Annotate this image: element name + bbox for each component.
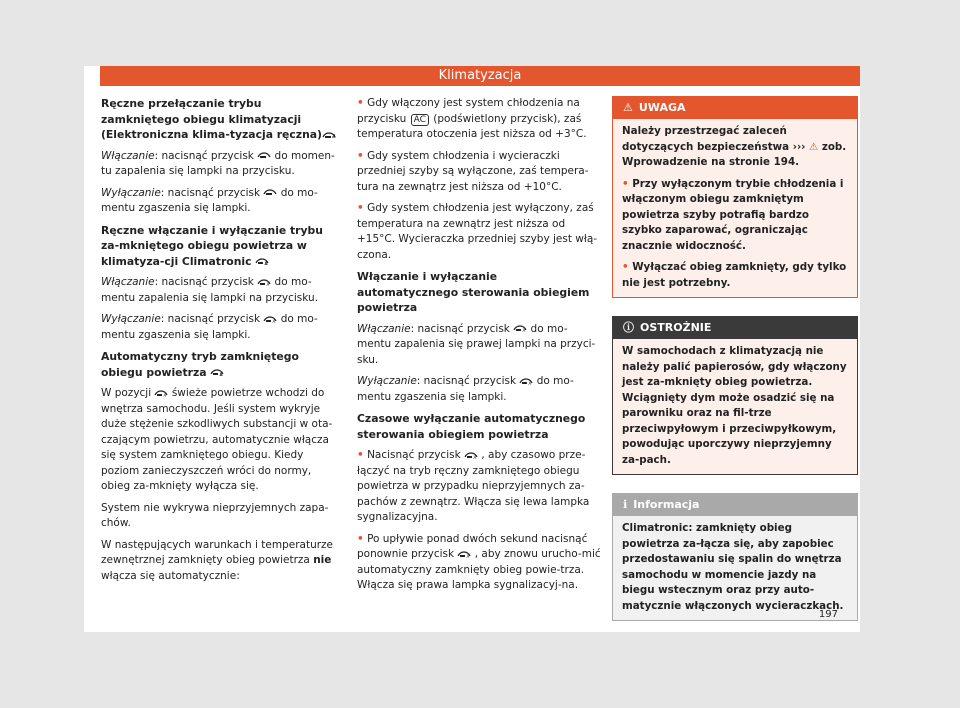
column-right (612, 96, 858, 639)
svg-text:A: A (163, 392, 167, 397)
recirculation-icon (257, 152, 271, 159)
warning-box (612, 96, 858, 298)
heading-manual-recirculation: Ręczne przełączanie trybu zamkniętego obiegu klimatyzacji (Elektroniczna klima-tyzacja ręczna) (101, 96, 341, 143)
auto-recirculation-icon (464, 452, 478, 459)
auto-recirculation-icon (257, 279, 271, 286)
info-header: ℹ Informacja (613, 494, 857, 516)
auto-recirculation-icon (513, 325, 527, 332)
list-item: • Przy wyłączonym trybie chłodzenia i włączonym obiegu zamkniętym powietrza szyby potrafią bardzo szybko zaparować, ograniczając znacznie widoczność. (622, 177, 844, 252)
paragraph-on-climatronic: Włączanie: nacisnąć przycisk A do mo-mentu zapalenia się lampki na przycisku. (101, 276, 319, 304)
auto-recirculation-icon (154, 390, 168, 397)
paragraph-off-auto: Wyłączanie: nacisnąć przycisk A do mo-mentu zgaszenia się lampki. (357, 375, 574, 403)
paragraph-no-odors: System nie wykrywa nieprzyjemnych zapa-chów. (101, 501, 329, 529)
page-header (100, 66, 860, 86)
svg-text:A: A (264, 261, 268, 265)
auto-recirculation-icon (263, 316, 277, 323)
list-item: • Nacisnąć przycisk A , aby czasowo prze-łączyć na tryb ręczny zamkniętego obiegu powietrza w przypadku nieprzyjemnych za-pachów z zewnątrz. Włącza się lewa lampka sygnalizacyjna. (357, 449, 590, 523)
caution-text: W samochodach z klimatyzacją nie należy palić papierosów, gdy włączony jest za-mknięty obieg powietrza. Wciągnięty dym może osadzić się na parowniku oraz na fil-trze przeciwpyłowym i przeciwpyłkowym, powodując uporczywy nieprzyjemny za-pach. (622, 345, 847, 466)
paragraph-conditions: W następujących warunkach i temperaturze zewnętrznej zamknięty obieg powietrza nie włącza się automatycznie: (101, 538, 334, 582)
caution-box (612, 316, 858, 475)
paragraph-off: Wyłączanie: nacisnąć przycisk do mo-mentu zgaszenia się lampki. (101, 186, 318, 214)
auto-recirculation-icon (519, 378, 533, 385)
caution-body (613, 339, 857, 474)
warning-body (613, 119, 857, 297)
info-box (612, 493, 858, 621)
list-item: • Po upływie ponad dwóch sekund nacisnąć ponownie przycisk A , aby znowu urucho-mić automatyczny zamknięty obieg powie-trza. Włącza się prawa lampka sygnalizacyj-na. (357, 532, 601, 591)
recirculation-icon (322, 132, 336, 139)
column-left (101, 96, 341, 590)
paragraph-on: Włączanie: nacisnąć przycisk do momen-tu zapalenia się lampki na przycisku. (101, 149, 335, 177)
section-title: Klimatyzacja (438, 68, 522, 83)
info-text: Climatronic: zamknięty obieg powietrza za-łącza się, aby zapobiec przedostawaniu się spalin do wnętrza samochodu w momencie jazdy na biegu wstecznym oraz przy auto-matycznie włączonych wycieraczkach. (622, 522, 844, 612)
info-icon: ℹ (623, 498, 628, 511)
exclamation-circle-icon: ⓘ (623, 321, 634, 334)
paragraph-on-auto: Włączanie: nacisnąć przycisk A do mo-mentu zapalenia się prawej lampki na przyci-sku. (357, 322, 596, 366)
manual-page (84, 66, 860, 632)
column-middle (357, 96, 601, 600)
page-number: 197 (818, 609, 838, 620)
paragraph-auto-position: W pozycji A świeże powietrze wchodzi do wnętrza samochodu. Jeśli system wykryje duże stężenie szkodliwych substancji w ota-czającym powietrzu, automatycznie włącza się system zamkniętego obiegu. Kiedy poziom zanieczyszczeń wróci do normy, obieg za-mknięty wyłącza się. (101, 387, 333, 492)
list-item: • Gdy włączony jest system chłodzenia na przycisku AC (podświetlony przycisk), zaś temperatura otoczenia jest niższa od +3°C. (357, 97, 587, 140)
auto-recirculation-icon (457, 551, 471, 558)
svg-text:A: A (219, 372, 223, 376)
list-item: • Gdy system chłodzenia jest wyłączony, zaś temperatura na zewnątrz jest niższa od +15°C. Wycieraczka przedniej szyby jest włą-czona. (357, 202, 598, 261)
warning-header: ⚠ UWAGA (613, 97, 857, 119)
heading-temporary-off: Czasowe wyłączanie automatycznego sterowania obiegiem powietrza (357, 412, 586, 441)
svg-text:A: A (528, 380, 532, 385)
heading-auto-recirculation: Automatyczny tryb zamkniętego obiegu powietrza A (101, 350, 299, 379)
recirculation-icon (263, 189, 277, 196)
list-item: • Gdy system chłodzenia i wycieraczki przedniej szyby są wyłączone, zaś tempera-tura na zewnątrz jest niższa od +10°C. (357, 149, 589, 193)
svg-text:A: A (272, 318, 276, 323)
paragraph-off-climatronic: Wyłączanie: nacisnąć przycisk A do mo-mentu zgaszenia się lampki. (101, 313, 318, 341)
svg-text:A: A (522, 328, 526, 332)
caution-header: ⓘ OSTROŻNIE (613, 317, 857, 339)
warning-icon: ⚠ (623, 101, 633, 114)
svg-text:A: A (266, 281, 270, 286)
auto-recirculation-icon (255, 258, 269, 265)
warning-triangle-icon: ⚠ (809, 140, 819, 153)
warning-text: Należy przestrzegać zaleceń dotyczących bezpieczeństwa ››› ⚠ zob. Wprowadzenie na stronie 194. (622, 125, 847, 168)
list-item: • Wyłączać obieg zamknięty, gdy tylko nie jest potrzebny. (622, 261, 847, 289)
auto-recirculation-icon (210, 369, 224, 376)
heading-auto-control: Włączanie i wyłączanie automatycznego sterowania obiegiem powietrza (357, 270, 590, 314)
ac-button-symbol: AC (411, 114, 429, 126)
svg-text:A: A (473, 454, 477, 459)
svg-text:A: A (466, 553, 470, 558)
info-body (613, 516, 857, 620)
heading-climatronic: Ręczne włączanie i wyłączanie trybu za-mkniętego obiegu powietrza w klimatyza-cji Climatronic A (101, 223, 323, 268)
